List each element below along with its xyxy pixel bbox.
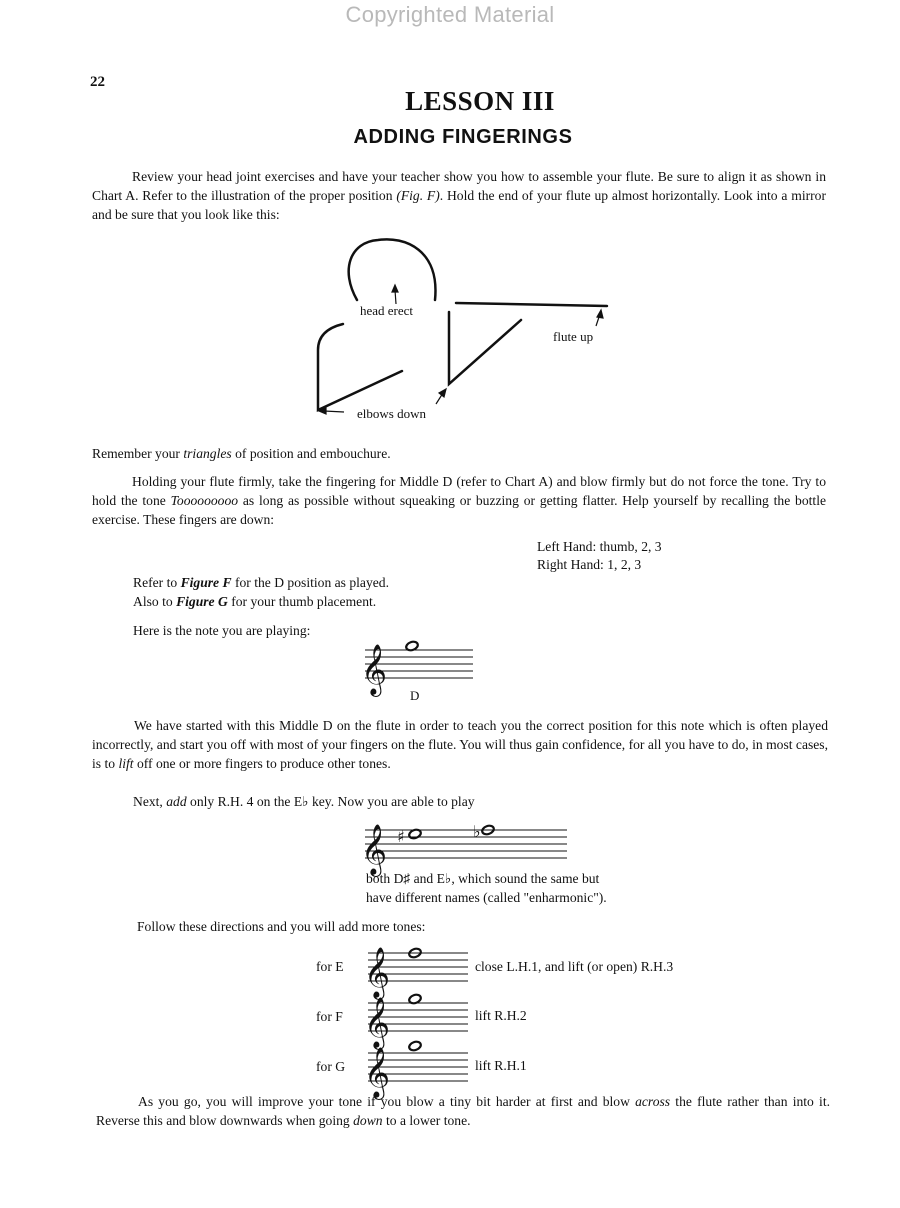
flute-line (456, 303, 607, 306)
posture-diagram (0, 0, 900, 440)
tone-direction-g: lift R.H.1 (475, 1058, 527, 1073)
tone-label-f: for F (316, 1009, 343, 1024)
closing-post: to a lower tone. (382, 1113, 471, 1128)
tone-direction-f: lift R.H.2 (475, 1008, 527, 1023)
head-arrow-tip (392, 285, 398, 292)
remember-post: of position and embouchure. (231, 446, 391, 461)
closing-em2: down (353, 1113, 383, 1128)
left-hand-fingers: Left Hand: thumb, 2, 3 (537, 539, 662, 554)
head-erect-label: head erect (360, 303, 414, 318)
started-paragraph (92, 716, 828, 773)
next-em: add (166, 794, 187, 809)
page-number: 22 (90, 74, 105, 90)
remember-em: triangles (183, 446, 232, 461)
tone-label-e: for E (316, 959, 344, 974)
right-hand-fingers: Right Hand: 1, 2, 3 (537, 557, 642, 572)
staff-enharmonic (355, 820, 570, 876)
next-line (133, 792, 475, 811)
holding-pre: Holding your flute firmly, take the fingering for Middle D (refer to Chart A) and blow firmly but do not force the tone. Try to hold the tone (92, 474, 826, 508)
treble-clef-icon: 𝄞 (361, 824, 388, 875)
refer1-em: Figure F (180, 575, 232, 590)
here-note-line: Here is the note you are playing: (133, 623, 311, 638)
elbow-arrow-left (324, 411, 344, 412)
staff-e (358, 943, 473, 999)
next-post: only R.H. 4 on the E♭ key. Now you are able to play (186, 794, 475, 809)
left-arm-triangle (318, 324, 402, 410)
enharmonic-line-1: both D♯ and E♭, which sound the same but (366, 871, 600, 886)
refer2-post: for your thumb placement. (227, 594, 377, 609)
next-pre: Next, (133, 794, 167, 809)
closing-em1: across (635, 1094, 671, 1109)
started-em: lift (118, 756, 134, 771)
closing-paragraph (96, 1092, 830, 1130)
follow-line: Follow these directions and you will add more tones: (137, 919, 426, 934)
started-pre: We have started with this Middle D on the flute in order to teach you the correct position for this note which is often played incorrectly, and start you off with most of your fingers on the flute. You will thus gain confidence, for all you have to do, in most cases, is to (92, 718, 828, 771)
intro-text: Review your head joint exercises and have your teacher show you how to assemble your flute. Be sure to align it as shown in Chart A. Refer to the illustration of the proper position (92, 169, 826, 203)
elbow-arrow-right-tip (439, 389, 446, 397)
treble-clef-icon: 𝄞 (364, 1047, 391, 1098)
treble-clef-icon: 𝄞 (364, 997, 391, 1048)
flat-icon: ♭ (473, 822, 481, 841)
flute-up-label: flute up (553, 329, 594, 344)
remember-pre: Remember your (92, 446, 184, 461)
refer1-post: for the D position as played. (231, 575, 389, 590)
refer-figure-g (133, 592, 376, 611)
started-post: off one or more fingers to produce other tones. (133, 756, 391, 771)
lesson-subtitle: ADDING FINGERINGS (353, 126, 573, 148)
intro-fig-ref: (Fig. F) (396, 188, 440, 203)
closing-mid: the flute rather than into it. Reverse this and blow downwards when going (96, 1094, 831, 1128)
holding-post: as long as possible without squeaking or buzzing or getting flatter. Help yourself by recalling the bottle exercise. These fingers are down: (92, 493, 826, 527)
treble-clef-icon: 𝄞 (361, 644, 388, 695)
right-arm-triangle (449, 312, 521, 384)
copyright-watermark: Copyrighted Material (345, 2, 555, 27)
remember-line (92, 444, 391, 463)
refer2-em: Figure G (176, 594, 228, 609)
tone-label-g: for G (316, 1059, 346, 1074)
refer-figure-f (133, 573, 389, 592)
refer2-pre: Also to (133, 594, 177, 609)
holding-em: Tooooooooo (170, 493, 239, 508)
lesson-title: LESSON III (405, 86, 555, 116)
flute-arrow-tip (597, 310, 603, 318)
staff-g (358, 1043, 473, 1099)
elbows-down-label: elbows down (357, 406, 426, 421)
refer1-pre: Refer to (133, 575, 181, 590)
intro-text-end: . Hold the end of your flute up almost horizontally. Look into a mirror and be sure that you look like this: (92, 188, 826, 222)
tone-direction-e: close L.H.1, and lift (or open) R.H.3 (475, 959, 674, 974)
holding-paragraph (92, 472, 826, 529)
closing-pre: As you go, you will improve your tone if you blow a tiny bit harder at first and blow (138, 1094, 636, 1109)
enharmonic-line-2: have different names (called "enharmonic"). (366, 890, 607, 905)
staff-f (358, 993, 473, 1049)
note-d-label: D (410, 688, 420, 703)
sharp-icon: ♯ (397, 827, 405, 846)
treble-clef-icon: 𝄞 (364, 947, 391, 998)
